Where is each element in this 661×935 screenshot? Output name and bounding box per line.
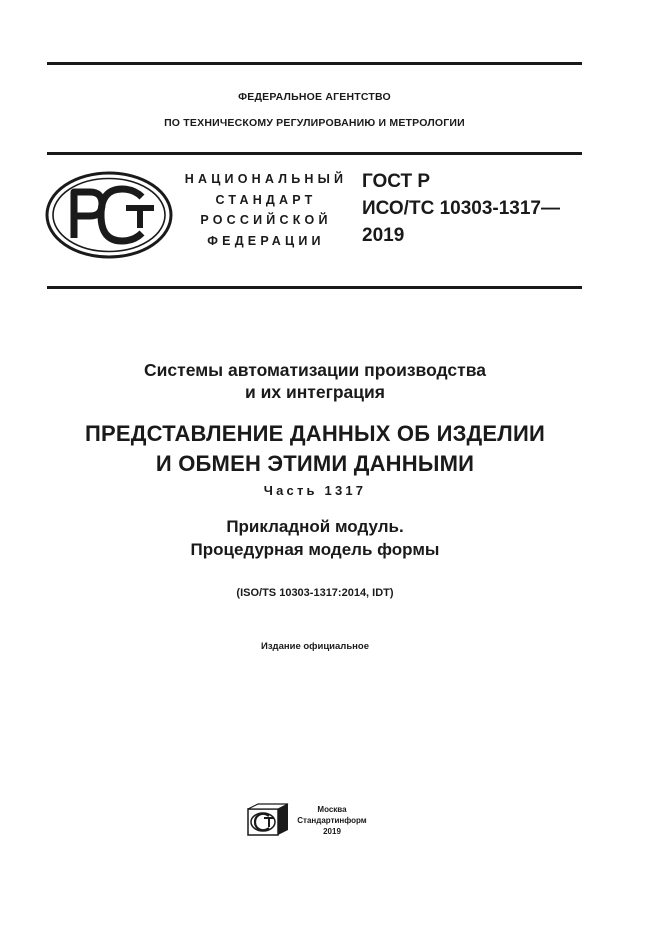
module-title-line-2: Процедурная модель формы	[190, 540, 440, 559]
series-title-line-2: и их интеграция	[244, 382, 386, 402]
national-standard-line-1: НАЦИОНАЛЬНЫЙ	[184, 172, 348, 186]
national-standard-line-3: РОССИЙСКОЙ	[200, 213, 332, 227]
agency-line-2: ПО ТЕХНИЧЕСКОМУ РЕГУЛИРОВАНИЮ И МЕТРОЛОГИИ	[164, 117, 465, 129]
part-number: Часть 1317	[263, 483, 367, 498]
rst-certification-mark-icon	[44, 170, 174, 260]
standartinform-logo-icon	[247, 803, 289, 837]
series-title	[0, 359, 630, 403]
edition-note: Издание официальное	[261, 641, 369, 652]
national-standard-line-2: СТАНДАРТ	[215, 193, 317, 207]
main-title	[0, 419, 630, 479]
agency-line-1: ФЕДЕРАЛЬНОЕ АГЕНТСТВО	[238, 91, 391, 103]
publisher-block	[293, 804, 371, 837]
header-rule-lower	[47, 286, 582, 289]
national-standard-line-4: ФЕДЕРАЦИИ	[207, 234, 325, 248]
module-title	[0, 515, 630, 561]
main-title-line-1: ПРЕДСТАВЛЕНИЕ ДАННЫХ ОБ ИЗДЕЛИИ	[85, 421, 545, 446]
series-title-line-1: Системы автоматизации производства	[144, 360, 486, 380]
top-rule	[47, 62, 582, 65]
header-rule-upper	[47, 152, 582, 155]
designation-line-1: ГОСТ Р	[362, 171, 431, 192]
designation-line-3: 2019	[362, 225, 405, 246]
standard-designation	[362, 168, 560, 249]
iso-reference: (ISO/TS 10303-1317:2014, IDT)	[236, 587, 394, 599]
designation-line-2: ИСО/ТС 10303-1317—	[362, 198, 560, 219]
main-title-line-2: И ОБМЕН ЭТИМИ ДАННЫМИ	[155, 451, 475, 476]
publisher-year: 2019	[323, 827, 341, 836]
publisher-name: Стандартинформ	[297, 816, 367, 825]
publisher-city: Москва	[317, 805, 347, 814]
module-title-line-1: Прикладной модуль.	[226, 517, 404, 536]
